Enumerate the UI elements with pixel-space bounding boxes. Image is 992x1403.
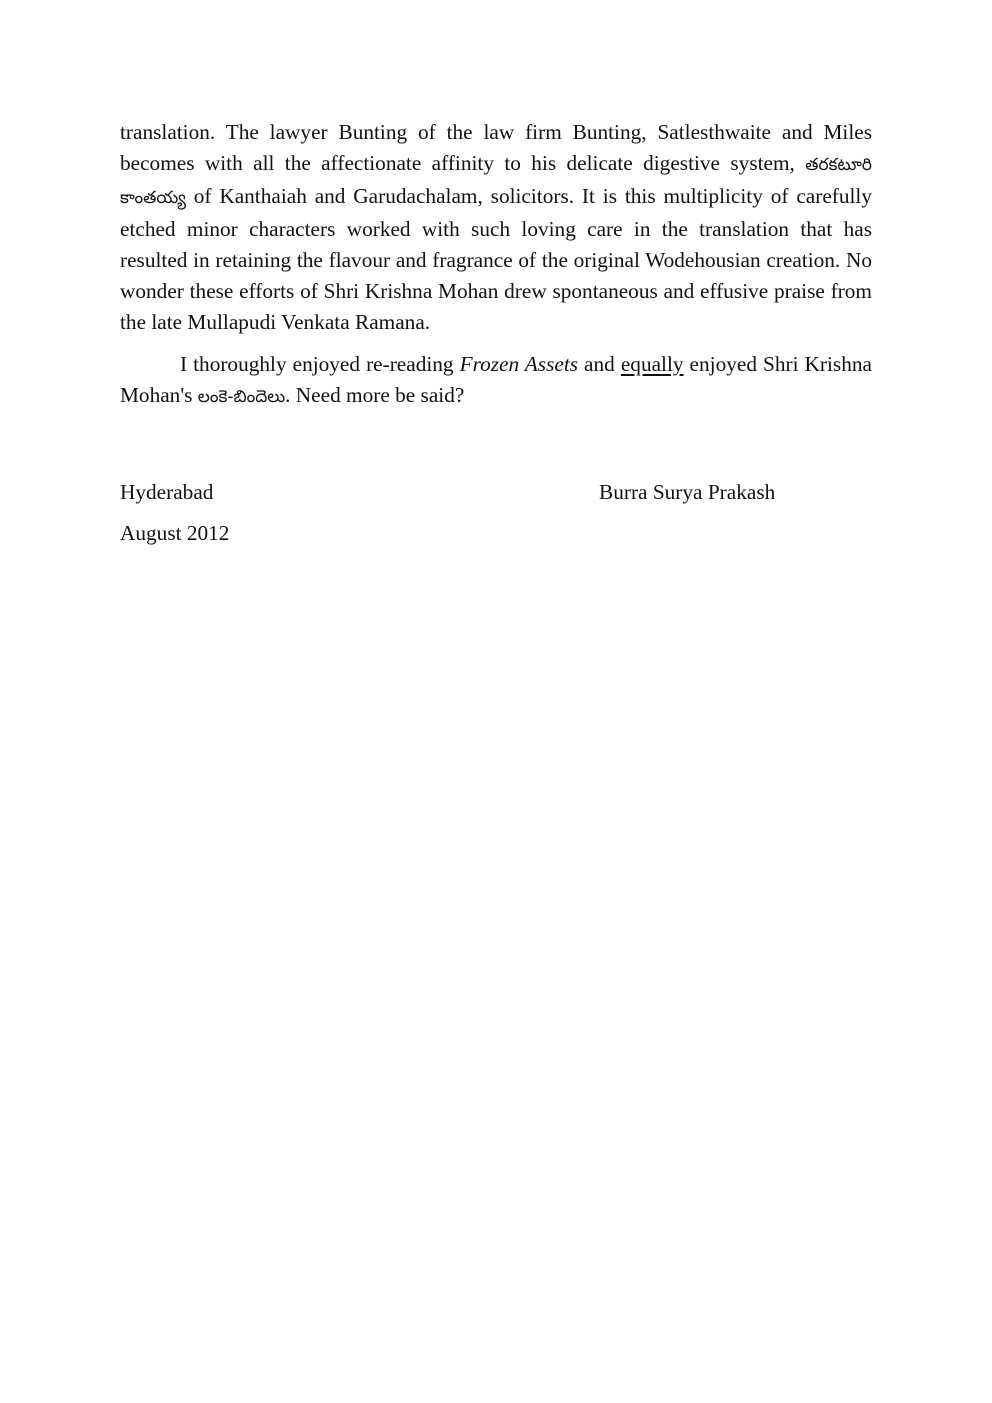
paragraph-2-text-d: . Need more be said?	[285, 383, 465, 407]
paragraph-2-text-a: I thoroughly enjoyed re-reading	[180, 352, 460, 376]
paragraph-2-text-b: and	[578, 352, 621, 376]
signature-date: August 2012	[120, 521, 230, 545]
signature-place: Hyderabad	[120, 480, 214, 504]
signature-author: Burra Surya Prakash	[599, 480, 776, 504]
document-body	[120, 117, 872, 413]
signature-block	[120, 477, 872, 545]
telugu-character-name: తరకటూరి కాంతయ్య	[120, 155, 872, 208]
paragraph-1-text-b: of Kanthaiah and Garudachalam, solicitors. It is this multiplicity of carefully etched minor characters worked with such loving care in the translation that has resulted in retaining the flavour and fragrance of the original Wodehousian creation. No wonder these efforts of Shri Krishna Mohan drew spontaneous and effusive praise from the late Mullapudi Venkata Ramana.	[120, 184, 872, 334]
paragraph-enjoyment	[120, 349, 872, 413]
signature-row	[120, 477, 872, 508]
telugu-book-title: లంకె-బిందెలు	[197, 387, 286, 407]
book-title: Frozen Assets	[459, 352, 579, 376]
paragraph-translation	[120, 117, 872, 338]
paragraph-1-text-a: translation. The lawyer Bunting of the law firm Bunting, Satlesthwaite and Miles becomes with all the affectionate affinity to his delicate digestive system,	[120, 120, 872, 175]
paragraph-2-text-c: enjoyed Shri Krishna Mohan's	[120, 352, 872, 407]
emphasized-word: equally	[620, 352, 684, 376]
